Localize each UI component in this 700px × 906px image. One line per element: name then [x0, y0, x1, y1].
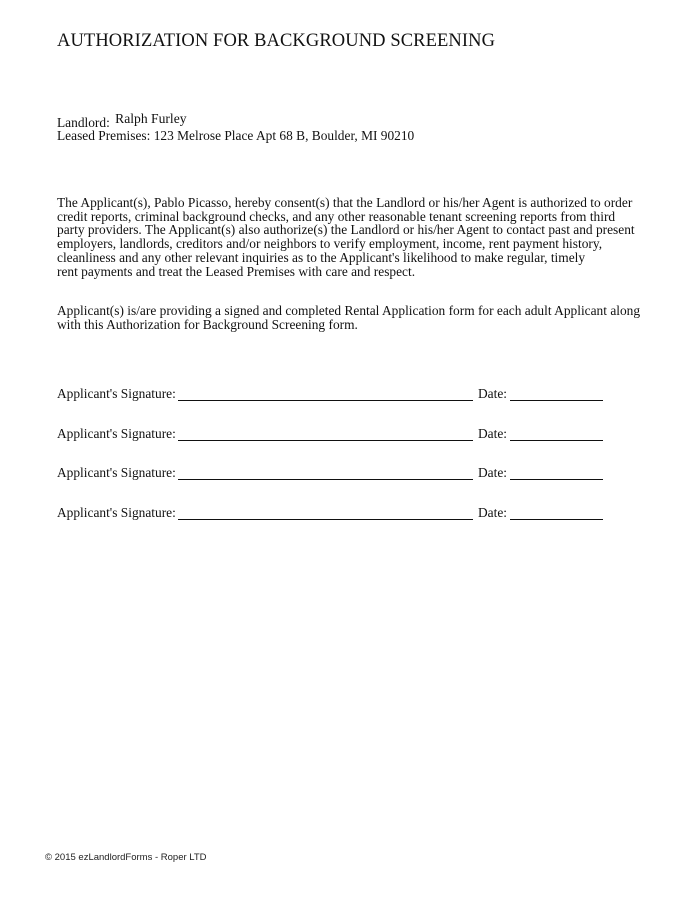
signature-label: Applicant's Signature:	[57, 386, 176, 401]
paragraph-line: employers, landlords, creditors and/or neighbors to verify employment, income, rent payment history,	[57, 236, 603, 252]
landlord-label: Landlord:	[57, 115, 110, 130]
document-title: AUTHORIZATION FOR BACKGROUND SCREENING	[57, 31, 496, 51]
premises-row	[57, 128, 414, 144]
copyright-footer: © 2015 ezLandlordForms - Roper LTD	[45, 852, 207, 863]
date-line[interactable]	[510, 400, 603, 401]
paragraph-line: party providers. The Applicant(s) also authorize(s) the Landlord or his/her Agent to contact past and present	[57, 222, 635, 238]
paragraph-line: The Applicant(s), Pablo Picasso, hereby consent(s) that the Landlord or his/her Agent is authorized to order	[57, 195, 633, 210]
signature-line[interactable]	[178, 519, 473, 520]
date-label: Date:	[478, 426, 507, 441]
date-line[interactable]	[510, 440, 603, 441]
date-line[interactable]	[510, 479, 603, 480]
paragraph-line: Applicant(s) is/are providing a signed and completed Rental Application form for each adult Applicant along	[57, 303, 641, 318]
signature-row	[57, 505, 617, 521]
consent-paragraph	[57, 196, 635, 278]
paragraph-line: with this Authorization for Background Screening form.	[57, 316, 358, 332]
signature-label: Applicant's Signature:	[57, 465, 176, 480]
signature-label: Applicant's Signature:	[57, 505, 176, 520]
date-label: Date:	[478, 505, 507, 520]
landlord-value[interactable]: Ralph Furley	[115, 111, 187, 126]
signature-row	[57, 426, 617, 442]
date-line[interactable]	[510, 519, 603, 520]
date-label: Date:	[478, 386, 507, 401]
signature-line[interactable]	[178, 440, 473, 441]
signature-row	[57, 386, 617, 402]
paragraph-line: cleanliness and any other relevant inquiries as to the Applicant's likelihood to make regular, timely	[57, 249, 586, 265]
paragraph-line: rent payments and treat the Leased Premises with care and respect.	[57, 263, 416, 279]
date-label: Date:	[478, 465, 507, 480]
signature-row	[57, 465, 617, 481]
signature-line[interactable]	[178, 479, 473, 480]
paragraph-line: credit reports, criminal background checks, and any other reasonable tenant screening reports from third	[57, 208, 616, 224]
premises-value[interactable]: 123 Melrose Place Apt 68 B, Boulder, MI 90210	[153, 128, 415, 143]
premises-label: Leased Premises:	[57, 128, 151, 143]
signature-label: Applicant's Signature:	[57, 426, 176, 441]
signature-line[interactable]	[178, 400, 473, 401]
application-paragraph	[57, 304, 640, 331]
